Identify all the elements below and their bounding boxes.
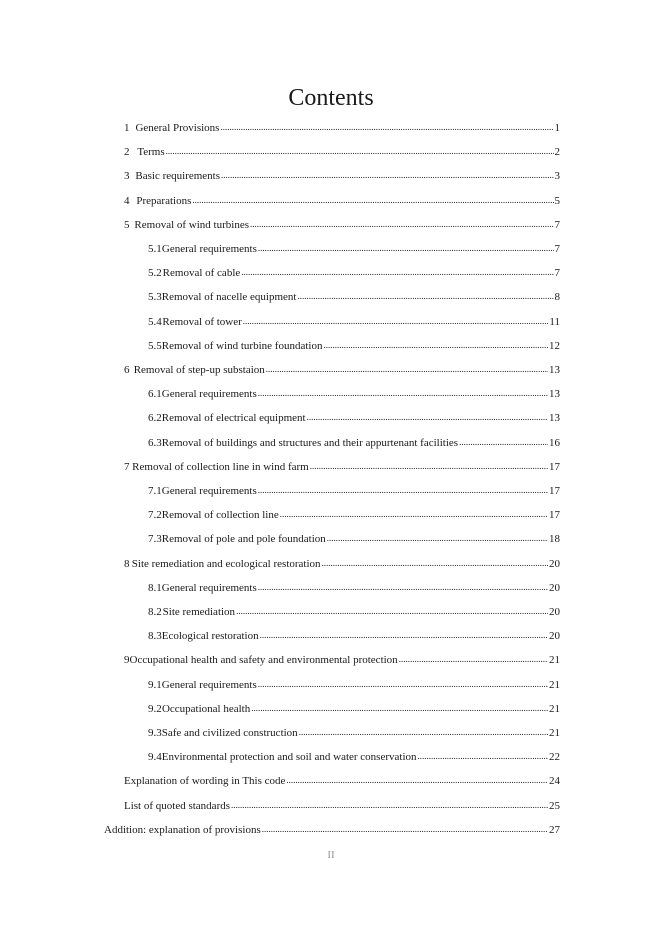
toc-entry-title: Terms [137, 146, 165, 158]
toc-entry[interactable] [124, 218, 560, 232]
toc-entry[interactable] [104, 823, 560, 837]
toc-entry-title: Safe and civilized construction [161, 727, 298, 739]
toc-entry-number: 7.2 [148, 509, 162, 521]
toc-dot-leader [221, 168, 553, 182]
toc-entry-page: 24 [549, 775, 560, 787]
toc-entry-title: Occupational health [161, 703, 251, 715]
toc-dot-leader [251, 701, 548, 715]
toc-entry-page: 21 [549, 679, 560, 691]
toc-entry-title: Removal of buildings and structures and their appurtenant facilities [161, 437, 459, 449]
toc-dot-leader [258, 483, 548, 497]
toc-entry-page: 25 [549, 800, 560, 812]
toc-entry-title: Preparations [136, 195, 192, 207]
toc-entry[interactable] [124, 460, 560, 474]
toc-entry[interactable] [148, 702, 560, 716]
toc-entry[interactable] [148, 387, 560, 401]
toc-entry-page: 17 [549, 509, 560, 521]
toc-entry-number: 9.2 [148, 703, 162, 715]
toc-entry[interactable] [148, 315, 560, 329]
toc-entry-title: Environmental protection and soil and water conservation [161, 751, 417, 763]
toc-entry-number: 4 [124, 195, 130, 207]
toc-entry-page: 22 [549, 751, 560, 763]
toc-entry[interactable] [124, 194, 560, 208]
toc-entry-title: Site remediation and ecological restoration [131, 558, 321, 570]
toc-entry-number: 5.4 [148, 316, 162, 328]
toc-entry-number: 7.1 [148, 485, 162, 497]
page-number-footer: II [327, 849, 335, 861]
toc-entry-title: General Provisions [135, 122, 220, 134]
toc-entry[interactable] [148, 678, 560, 692]
toc-entry-page: 7 [554, 243, 560, 255]
toc-entry[interactable] [124, 121, 560, 135]
toc-entry[interactable] [148, 339, 560, 353]
toc-entry-number: 9.3 [148, 727, 162, 739]
toc-dot-leader [280, 507, 548, 521]
toc-dot-leader [258, 580, 548, 594]
toc-dot-leader [236, 604, 548, 618]
toc-dot-leader [399, 652, 548, 666]
toc-entry-page: 3 [554, 170, 560, 182]
toc-dot-leader [322, 556, 548, 570]
toc-entry-title: General requirements [161, 388, 257, 400]
toc-entry-title: Removal of collection line in wind farm [132, 461, 309, 473]
toc-entry-number: 9 [124, 654, 130, 666]
toc-entry-page: 20 [549, 606, 560, 618]
toc-entry[interactable] [148, 242, 560, 256]
toc-entry[interactable] [148, 508, 560, 522]
toc-entry[interactable] [148, 266, 560, 280]
toc-entry[interactable] [148, 436, 560, 450]
toc-entry-title: Removal of wind turbine foundation [161, 340, 323, 352]
toc-dot-leader [258, 386, 548, 400]
toc-entry[interactable] [148, 726, 560, 740]
toc-entry-page: 20 [549, 582, 560, 594]
toc-entry-page: 21 [549, 654, 560, 666]
toc-entry[interactable] [124, 363, 560, 377]
toc-entry-number: 5.2 [148, 267, 162, 279]
toc-entry-page: 12 [549, 340, 560, 352]
toc-dot-leader [241, 265, 553, 279]
toc-entry-page: 8 [554, 291, 560, 303]
toc-entry-page: 2 [554, 146, 560, 158]
toc-entry-title: Removal of electrical equipment [161, 412, 306, 424]
toc-entry-page: 7 [554, 219, 560, 231]
toc-dot-leader [418, 749, 548, 763]
toc-entry-title: General requirements [161, 679, 257, 691]
toc-entry-number: 9.4 [148, 751, 162, 763]
toc-entry[interactable] [148, 605, 560, 619]
toc-entry[interactable] [148, 411, 560, 425]
toc-entry-page: 13 [549, 364, 560, 376]
toc-dot-leader [299, 725, 548, 739]
toc-dot-leader [323, 338, 548, 352]
toc-entry-page: 17 [549, 485, 560, 497]
toc-dot-leader [243, 314, 549, 328]
toc-entry-number: 6.2 [148, 412, 162, 424]
toc-dot-leader [260, 628, 548, 642]
toc-dot-leader [192, 193, 553, 207]
toc-entry-page: 13 [549, 412, 560, 424]
toc-entry[interactable] [148, 484, 560, 498]
toc-entry-title: Removal of tower [162, 316, 242, 328]
toc-dot-leader [310, 459, 548, 473]
toc-entry[interactable] [148, 629, 560, 643]
toc-entry-page: 21 [549, 727, 560, 739]
toc-entry-number: 6.3 [148, 437, 162, 449]
toc-dot-leader [262, 822, 548, 836]
toc-entry[interactable] [148, 581, 560, 595]
toc-entry-page: 21 [549, 703, 560, 715]
toc-entry-page: 1 [554, 122, 560, 134]
toc-entry-title: Removal of nacelle equipment [161, 291, 297, 303]
toc-dot-leader [266, 362, 548, 376]
toc-dot-leader [459, 435, 548, 449]
toc-entry-title: Basic requirements [135, 170, 221, 182]
toc-entry-page: 20 [549, 630, 560, 642]
toc-entry-title: Removal of step-up substaion [133, 364, 265, 376]
toc-entry-page: 16 [549, 437, 560, 449]
toc-entry[interactable] [124, 169, 560, 183]
toc-dot-leader [307, 410, 548, 424]
toc-entry-page: 5 [554, 195, 560, 207]
toc-dot-leader [258, 241, 554, 255]
toc-entry-page: 18 [549, 533, 560, 545]
toc-entry-number: 8.2 [148, 606, 162, 618]
toc-entry-title: Addition: explanation of provisions [104, 824, 261, 836]
toc-entry-page: 17 [549, 461, 560, 473]
toc-entry-number: 1 [124, 122, 130, 134]
toc-entry-number: 7.3 [148, 533, 162, 545]
toc-entry-title: List of quoted standards [124, 800, 231, 812]
toc-entry-number: 6.1 [148, 388, 162, 400]
toc-dot-leader [231, 798, 548, 812]
toc-entry-number: 6 [124, 364, 130, 376]
toc-entry-number: 5 [124, 219, 130, 231]
toc-dot-leader [258, 677, 548, 691]
toc-entry-title: Explanation of wording in This code [124, 775, 286, 787]
toc-entry-title: General requirements [161, 485, 257, 497]
toc-entry-page: 11 [549, 316, 560, 328]
toc-entry-title: Removal of wind turbines [134, 219, 249, 231]
toc-entry-number: 5.5 [148, 340, 162, 352]
toc-dot-leader [297, 289, 553, 303]
toc-entry-page: 13 [549, 388, 560, 400]
toc-entry-page: 7 [554, 267, 560, 279]
toc-entry-number: 5.1 [148, 243, 162, 255]
toc-dot-leader [166, 144, 554, 158]
toc-entry[interactable] [124, 799, 560, 813]
toc-entry-number: 8 [124, 558, 130, 570]
toc-entry-number: 8.1 [148, 582, 162, 594]
toc-dot-leader [220, 120, 553, 134]
toc-entry-title: General requirements [161, 243, 257, 255]
toc-entry-title: Removal of cable [162, 267, 241, 279]
toc-dot-leader [250, 217, 554, 231]
toc-entry-number: 7 [124, 461, 130, 473]
toc-entry[interactable] [148, 750, 560, 764]
toc-entry-number: 9.1 [148, 679, 162, 691]
toc-entry-number: 3 [124, 170, 130, 182]
toc-entry-number: 2 [124, 146, 130, 158]
toc-entry[interactable] [124, 557, 560, 571]
toc-entry-title: General requirements [161, 582, 257, 594]
toc-entry[interactable] [124, 145, 560, 159]
toc-dot-leader [327, 531, 548, 545]
toc-entry-title: Removal of collection line [161, 509, 279, 521]
toc-entry-title: Occupational health and safety and environmental protection [129, 654, 398, 666]
page-title: Contents [288, 85, 374, 111]
toc-entry-title: Ecological restoration [161, 630, 259, 642]
toc-entry-title: Site remediation [162, 606, 236, 618]
toc-entry-number: 5.3 [148, 291, 162, 303]
toc-entry-title: Removal of pole and pole foundation [161, 533, 326, 545]
toc-entry[interactable] [124, 774, 560, 788]
toc-entry[interactable] [148, 290, 560, 304]
toc-entry[interactable] [124, 653, 560, 667]
toc-dot-leader [286, 773, 548, 787]
toc-entry-page: 20 [549, 558, 560, 570]
toc-entry[interactable] [148, 532, 560, 546]
toc-entry-page: 27 [549, 824, 560, 836]
toc-entry-number: 8.3 [148, 630, 162, 642]
